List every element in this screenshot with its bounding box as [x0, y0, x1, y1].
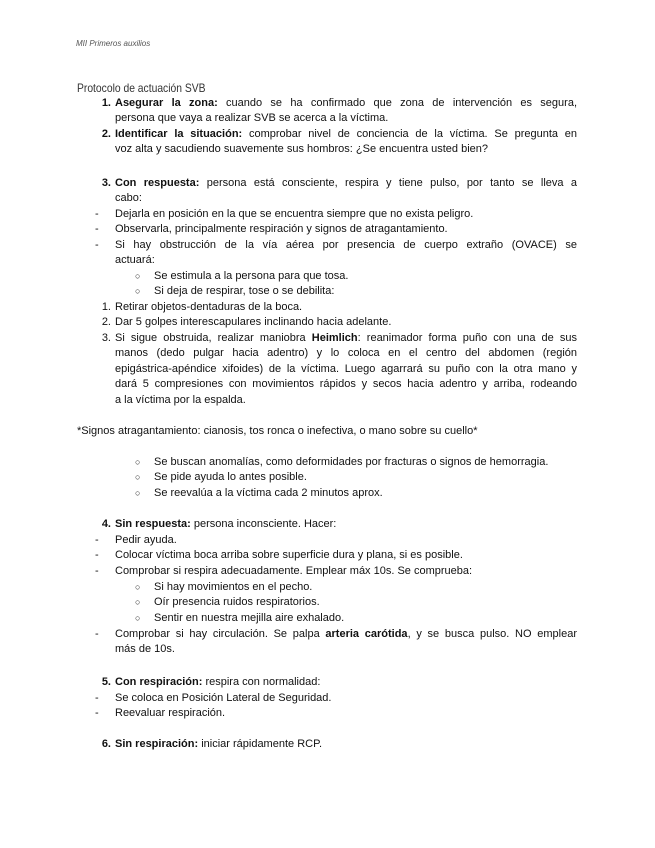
- step-3-line-5: a la víctima por la espalda.: [115, 394, 246, 406]
- circle-bullet-icon: ○: [135, 472, 141, 482]
- step-3-line-4: dará 5 compresiones con movimientos rápidos y secos hacia adentro y arriba, rodeando: [115, 378, 577, 390]
- step-3-line-1: Si sigue obstruida, realizar maniobra Heimlich: reanimador forma puño con una de sus: [115, 332, 578, 344]
- section-6-number: 6.: [101, 738, 111, 750]
- section-1-number: 1.: [101, 97, 111, 109]
- step-3-line-2: manos (dedo pulgar hacia adentro) y lo coloca en el centro del abdomen (región: [115, 347, 577, 359]
- dash-bullet: -: [95, 565, 99, 577]
- circle-bullet-icon: ○: [135, 271, 141, 281]
- section-5-dash-2: Reevaluar respiración.: [115, 707, 226, 719]
- section-3-circle-2: Si deja de respirar, tose o se debilita:: [154, 285, 335, 297]
- section-4-dash-1: Pedir ayuda.: [115, 534, 177, 546]
- section-4-circle-1: Si hay movimientos en el pecho.: [154, 581, 313, 593]
- step-3-number: 3.: [101, 332, 111, 344]
- section-5-dash-1: Se coloca en Posición Lateral de Seguridad.: [115, 692, 332, 704]
- section-1-line-2: persona que vaya a realizar SVB se acerca a la víctima.: [115, 112, 389, 124]
- section-3-circle-1: Se estimula a la persona para que tosa.: [154, 270, 349, 282]
- section-4-number: 4.: [101, 518, 111, 530]
- step-2-text: Dar 5 golpes interescapulares inclinando hacia adelante.: [115, 316, 392, 328]
- step-1-text: Retirar objetos-dentaduras de la boca.: [115, 301, 303, 313]
- dash-bullet: -: [95, 223, 99, 235]
- dash-bullet: -: [95, 239, 99, 251]
- dash-bullet: -: [95, 692, 99, 704]
- circle-bullet-icon: ○: [135, 613, 141, 623]
- section-2-line-1: Identificar la situación: comprobar nivel de conciencia de la víctima. Se pregunta en: [115, 128, 578, 140]
- section-3-line-2: cabo:: [115, 192, 142, 204]
- step-3-line-3: epigástrica-apéndice xifoides) de la víctima. Luego agarrará su puño con la otra mano y: [115, 363, 577, 375]
- choking-signs-note: *Signos atragantamiento: cianosis, tos ronca o inefectiva, o mano sobre su cuello*: [77, 425, 478, 437]
- section-4-pulse-line-2: más de 10s.: [115, 643, 175, 655]
- section-5-number: 5.: [101, 676, 111, 688]
- step-2-number: 2.: [101, 316, 111, 328]
- circle-bullet-icon: ○: [135, 488, 141, 498]
- circle-bullet-icon: ○: [135, 286, 141, 296]
- circle-bullet-icon: ○: [135, 597, 141, 607]
- section-3-dash-3: Si hay obstrucción de la vía aérea por presencia de cuerpo extraño (OVACE) se: [115, 239, 577, 251]
- section-3-number: 3.: [101, 177, 111, 189]
- circle-bullet-icon: ○: [135, 582, 141, 592]
- step-1-number: 1.: [101, 301, 111, 313]
- section-4-circle-3: Sentir en nuestra mejilla aire exhalado.: [154, 612, 345, 624]
- dash-bullet: -: [95, 549, 99, 561]
- dash-bullet: -: [95, 534, 99, 546]
- page-header: MII Primeros auxilios: [76, 39, 151, 48]
- section-5-line-1: Con respiración: respira con normalidad:: [115, 676, 321, 688]
- circle-bullet-icon: ○: [135, 457, 141, 467]
- section-2-line-2: voz alta y sacudiendo suavemente sus hombros: ¿Se encuentra usted bien?: [115, 143, 489, 155]
- section-4-dash-2: Colocar víctima boca arriba sobre superficie dura y plana, si es posible.: [115, 549, 463, 561]
- section-4-pulse-line-1: Comprobar si hay circulación. Se palpa arteria carótida, y se busca pulso. NO emplear: [115, 628, 577, 640]
- section-3-dash-2: Observarla, principalmente respiración y signos de atragantamiento.: [115, 223, 448, 235]
- section-4-dash-3: Comprobar si respira adecuadamente. Emplear máx 10s. Se comprueba:: [115, 565, 473, 577]
- section-3-dash-1: Dejarla en posición en la que se encuentra siempre que no exista peligro.: [115, 208, 474, 220]
- section-4-line-1: Sin respuesta: persona inconsciente. Hacer:: [115, 518, 337, 530]
- dash-bullet: -: [95, 208, 99, 220]
- assessment-circle-2: Se pide ayuda lo antes posible.: [154, 471, 307, 483]
- section-2-number: 2.: [101, 128, 111, 140]
- section-3-dash-3-cont: actuará:: [115, 254, 155, 266]
- page-title: Protocolo de actuación SVB: [77, 81, 206, 95]
- section-6-line-1: Sin respiración: iniciar rápidamente RCP.: [115, 738, 323, 750]
- assessment-circle-1: Se buscan anomalías, como deformidades por fracturas o signos de hemorragia.: [154, 456, 549, 468]
- section-1-line-1: Asegurar la zona: cuando se ha confirmado que zona de intervención es segura,: [115, 97, 577, 109]
- section-4-circle-2: Oír presencia ruidos respiratorios.: [154, 596, 320, 608]
- dash-bullet: -: [95, 707, 99, 719]
- assessment-circle-3: Se reevalúa a la víctima cada 2 minutos aprox.: [154, 487, 383, 499]
- dash-bullet: -: [95, 628, 99, 640]
- section-3-line-1: Con respuesta: persona está consciente, respira y tiene pulso, por tanto se lleva a: [115, 177, 577, 189]
